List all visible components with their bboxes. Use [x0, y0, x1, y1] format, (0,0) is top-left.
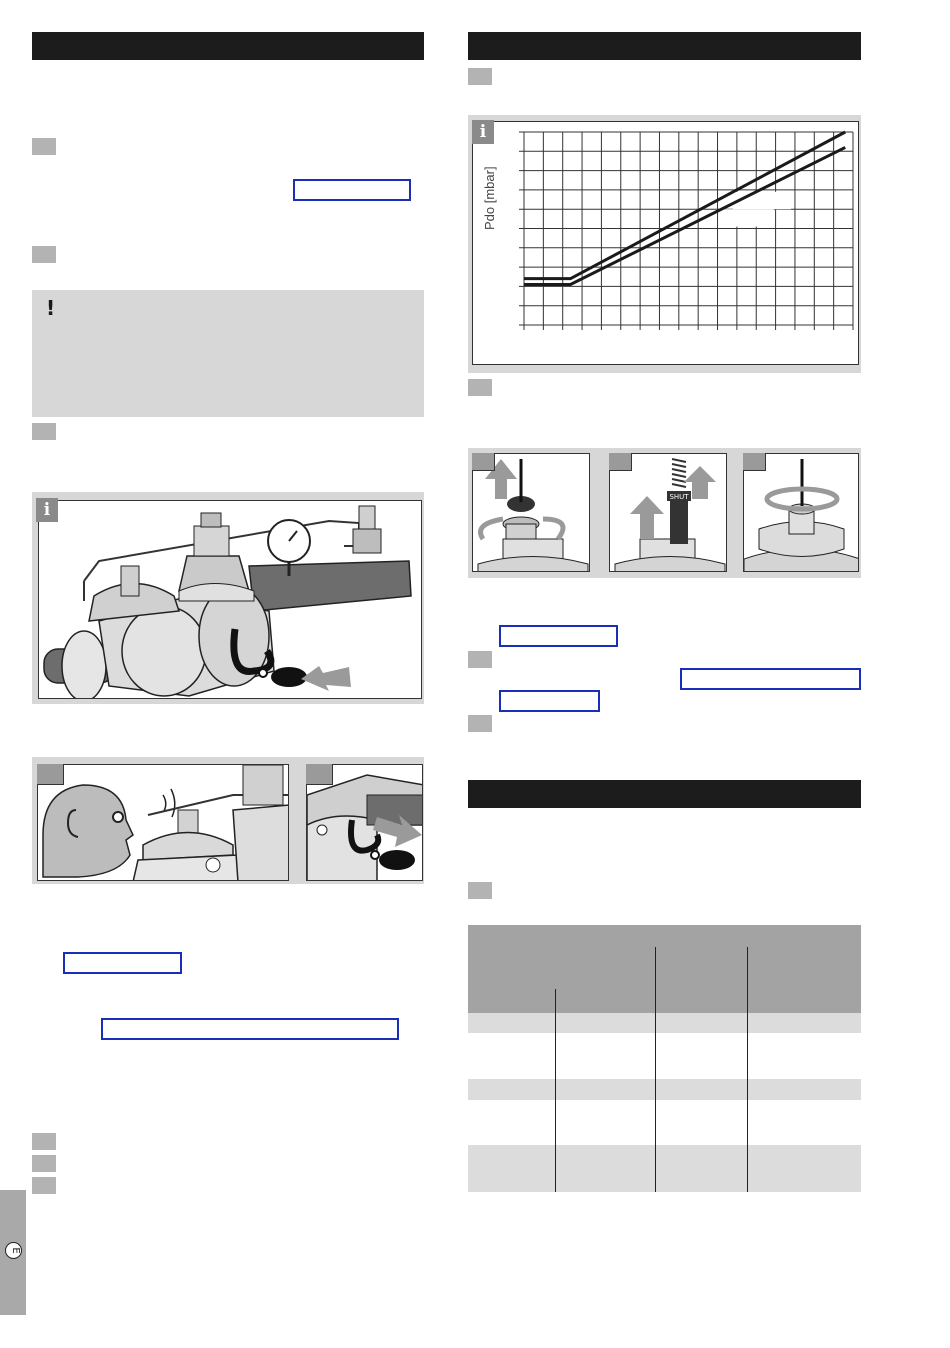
figure-label-box — [306, 764, 333, 785]
step-marker — [468, 651, 492, 668]
listen-illustration — [38, 765, 289, 881]
table-row — [468, 1145, 861, 1192]
figure-label-box — [37, 764, 64, 785]
language-code: E — [10, 1247, 21, 1254]
step-marker — [32, 423, 56, 440]
chart-series-line-1 — [524, 132, 845, 279]
cross-reference-link[interactable] — [499, 690, 600, 712]
table-row — [468, 1013, 861, 1033]
cross-reference-link[interactable] — [680, 668, 861, 690]
language-side-tab — [0, 1190, 26, 1315]
unscrew-cap-illustration — [473, 454, 590, 572]
table-column-divider — [555, 989, 556, 1192]
chart-annotation-area — [721, 209, 773, 226]
step-marker — [468, 68, 492, 85]
step-marker — [468, 882, 492, 899]
y-axis-label: Pdo [mbar] — [482, 166, 497, 230]
chart-series-line-2 — [524, 147, 845, 284]
table-column-divider — [655, 947, 656, 1192]
table-row — [468, 1033, 861, 1079]
step-marker — [32, 138, 56, 155]
listen-figure — [37, 764, 289, 881]
table-header — [468, 925, 861, 1013]
cross-reference-link[interactable] — [499, 625, 618, 647]
step-marker — [32, 246, 56, 263]
info-icon: i — [36, 498, 58, 522]
section-header-bar — [32, 32, 424, 60]
figure-label-box — [472, 453, 495, 471]
warning-panel — [32, 290, 424, 417]
table-column-divider — [747, 947, 748, 1192]
shut-label: SHUT — [669, 493, 689, 501]
step-marker — [468, 715, 492, 732]
figure-label-box — [609, 453, 632, 471]
shut-spring-illustration — [610, 454, 727, 572]
cross-reference-link[interactable] — [101, 1018, 399, 1040]
rotate-cap-illustration — [744, 454, 859, 572]
cross-reference-link[interactable] — [63, 952, 182, 974]
section-header-bar — [468, 32, 861, 60]
step-marker — [468, 379, 492, 396]
section-header-bar — [468, 780, 861, 808]
pressure-chart — [472, 121, 859, 365]
figure-label-box — [743, 453, 766, 471]
table-row — [468, 1100, 861, 1145]
info-icon: i — [472, 120, 494, 144]
regulator-figure — [38, 500, 422, 699]
step-marker — [32, 1177, 56, 1194]
step-marker — [32, 1155, 56, 1172]
table-row — [468, 1079, 861, 1100]
spec-table — [468, 925, 861, 1192]
warning-icon: ! — [46, 296, 56, 320]
regulator-illustration — [39, 501, 422, 699]
step-marker — [32, 1133, 56, 1150]
language-badge — [5, 1242, 22, 1259]
cross-reference-link[interactable] — [293, 179, 411, 201]
